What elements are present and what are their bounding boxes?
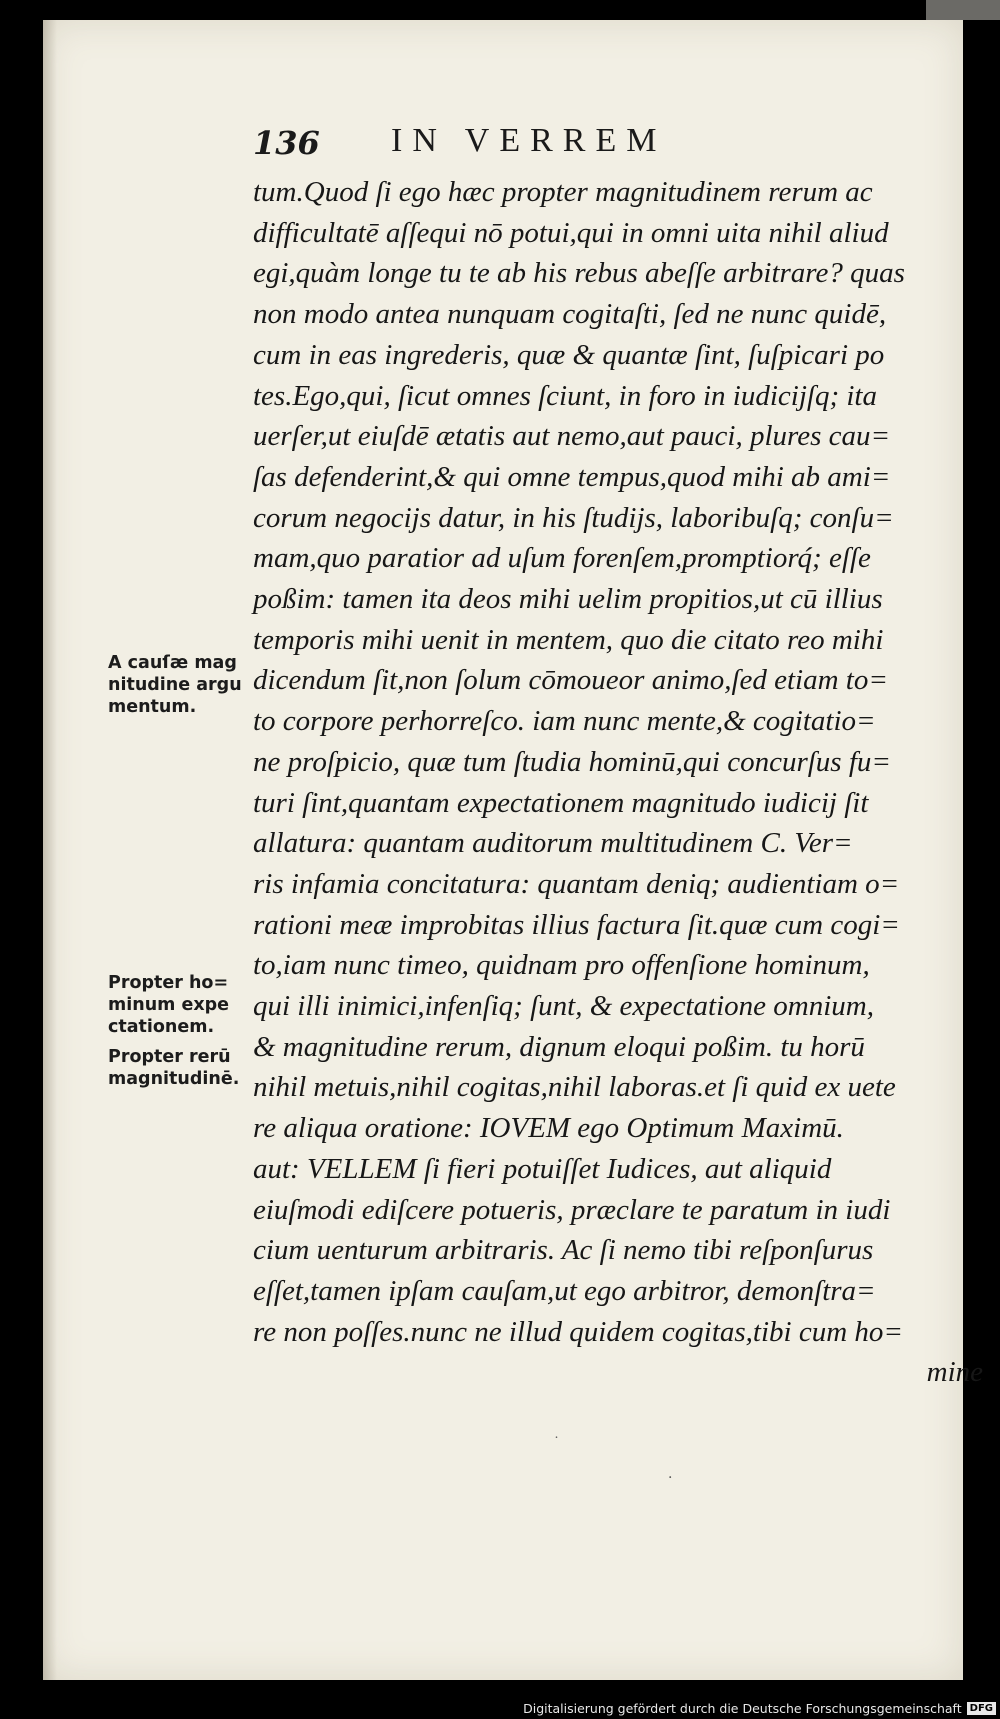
- text-line: tum.Quod ſi ego hæc propter magnitudinem rerum ac: [253, 176, 873, 208]
- text-line: & magnitudine rerum, dignum eloqui poßim. tu horū: [253, 1030, 865, 1063]
- marginal-line: ctationem.: [108, 1017, 215, 1037]
- text-line: dicendum ſit,non ſolum cōmoueor animo,ſed etiam to=: [253, 664, 888, 697]
- text-line: poßim: tamen ita deos mihi uelim propitios,ut cū illius: [253, 583, 883, 616]
- text-line: temporis mihi uenit in mentem, quo die citato reo mihi: [253, 623, 884, 656]
- text-line: cum in eas ingrederis, quæ & quantæ ſint, ſuſpicari po: [253, 338, 885, 371]
- text-line: eiuſmodi ediſcere potueris, præclare te paratum in iudi: [253, 1193, 891, 1226]
- ink-speck: ˙: [553, 1435, 560, 1451]
- text-line: tes.Ego,qui, ſicut omnes ſciunt, in foro in iudicijſq; ita: [253, 379, 877, 412]
- text-line: cium uenturum arbitraris. Ac ſi nemo tibi reſponſurus: [253, 1234, 874, 1267]
- body-text: [253, 172, 998, 1393]
- text-line: ſas defenderint,& qui omne tempus,quod mihi ab ami=: [253, 460, 891, 493]
- book-page: [43, 20, 983, 1680]
- marginal-line: magnitudinē.: [108, 1069, 240, 1089]
- footer-credit: Digitalisierung gefördert durch die Deutsche Forschungsgemeinschaft: [523, 1700, 962, 1716]
- text-line: mine: [926, 1356, 983, 1389]
- dfg-logo: DFG: [967, 1702, 996, 1715]
- marginal-line: minum expe: [108, 995, 230, 1015]
- folio-number: 136: [253, 124, 320, 162]
- scan-top-strip: [926, 0, 1000, 20]
- text-line: corum negocijs datur, in his ſtudijs, laboribuſq; conſu=: [253, 501, 894, 534]
- text-line: re non poſſes.nunc ne illud quidem cogitas,tibi cum ho=: [253, 1315, 903, 1348]
- text-line: difficultatē aſſequi nō potui,qui in omni uita nihil aliud: [253, 216, 889, 249]
- text-line: mam,quo paratior ad uſum forenſem,promptiorq́; eſſe: [253, 542, 871, 575]
- running-head: IN VERREM: [391, 122, 667, 159]
- marginal-line: nitudine argu: [108, 675, 242, 695]
- text-line: non modo antea nunquam cogitaſti, ſed ne nunc quidē,: [253, 298, 887, 331]
- ink-speck: ·: [668, 1470, 673, 1486]
- text-line: egi,quàm longe tu te ab his rebus abeſſe arbitrare? quas: [253, 257, 905, 290]
- marginal-line: mentum.: [108, 697, 197, 717]
- text-line: uerſer,ut eiuſdē ætatis aut nemo,aut pauci, plures cau=: [253, 420, 891, 453]
- text-line: re aliqua oratione: IOVEM ego Optimum Maximū.: [253, 1112, 844, 1145]
- marginal-note-1: [108, 652, 273, 718]
- marginal-line: Propter ho=: [108, 973, 229, 993]
- marginal-note-2: [108, 972, 273, 1038]
- text-line: qui illi inimici,infenſiq; ſunt, & expectatione omnium,: [253, 990, 874, 1023]
- text-line: to corpore perhorreſco. iam nunc mente,& cogitatio=: [253, 705, 876, 738]
- text-line: aut: VELLEM ſi fieri potuiſſet Iudices, aut aliquid: [253, 1152, 832, 1185]
- text-line: rationi meæ improbitas illius factura ſit.quæ cum cogi=: [253, 908, 900, 941]
- marginal-line: Propter rerū: [108, 1047, 231, 1067]
- text-line: ne proſpicio, quæ tum ſtudia hominū,qui concurſus fu=: [253, 745, 891, 778]
- marginal-note-3: [108, 1046, 273, 1090]
- text-line: turi ſint,quantam expectationem magnitudo iudicij ſit: [253, 786, 869, 819]
- page-gutter-shadow: [43, 20, 57, 1680]
- text-line: allatura: quantam auditorum multitudinem C. Ver=: [253, 827, 853, 860]
- text-line: nihil metuis,nihil cogitas,nihil laboras.et ſi quid ex uete: [253, 1071, 896, 1104]
- text-line: to,iam nunc timeo, quidnam pro offenſione hominum,: [253, 949, 870, 982]
- text-line: eſſet,tamen ipſam cauſam,ut ego arbitror, demonſtra=: [253, 1274, 876, 1307]
- digitization-footer: [523, 1697, 996, 1719]
- marginal-line: A cauſæ mag: [108, 653, 237, 673]
- page-header: [253, 108, 823, 168]
- text-line: ris infamia concitatura: quantam deniq; audientiam o=: [253, 867, 900, 900]
